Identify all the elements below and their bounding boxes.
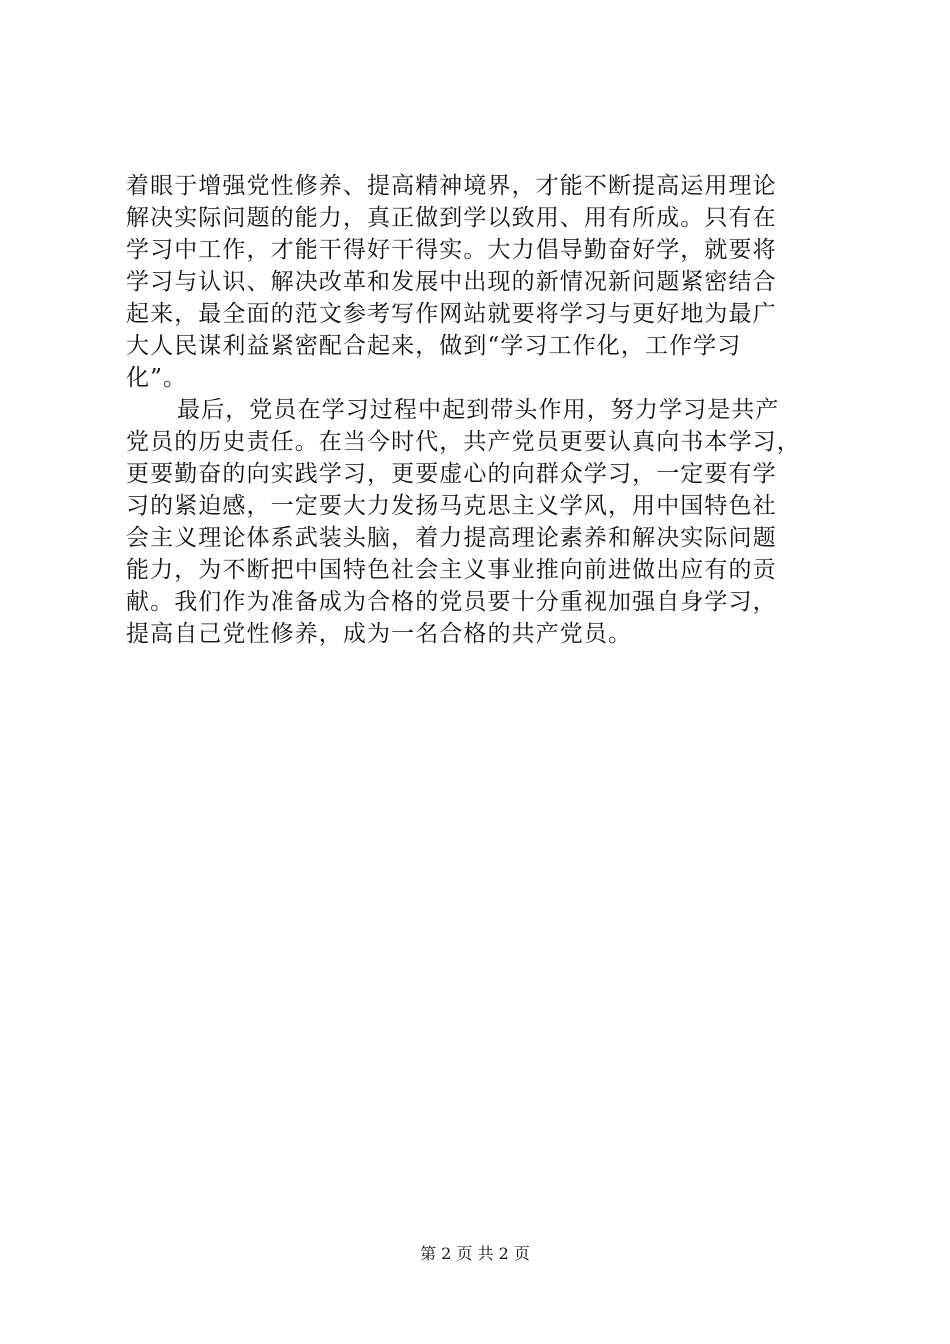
text-line: 学习中工作，才能干得好干得实。大力倡导勤奋好学，就要将 — [126, 237, 777, 263]
text-line: 最后，党员在学习过程中起到带头作用，努力学习是共产 — [177, 397, 780, 423]
text-line: 着眼于增强党性修养、提高精神境界，才能不断提高运用理论 — [126, 173, 777, 199]
text-line: 献。我们作为准备成为合格的党员要十分重视加强自身学习， — [126, 589, 777, 615]
page-footer — [0, 1244, 950, 1264]
text-line: 能力，为不断把中国特色社会主义事业推向前进做出应有的贡 — [126, 557, 777, 583]
text-line: 党员的历史责任。在当今时代，共产党员更要认真向书本学习， — [126, 429, 801, 455]
paragraph-1 — [126, 170, 842, 394]
text-line: 提高自己党性修养，成为一名合格的共产党员。 — [126, 621, 633, 647]
paragraph-2 — [126, 394, 842, 650]
text-line: 习的紧迫感，一定要大力发扬马克思主义学风，用中国特色社 — [126, 493, 777, 519]
text-line: 解决实际问题的能力，真正做到学以致用、用有所成。只有在 — [126, 205, 777, 231]
text-line: 更要勤奋的向实践学习，更要虚心的向群众学习，一定要有学 — [126, 461, 777, 487]
text-line: 会主义理论体系武装头脑，着力提高理论素养和解决实际问题 — [126, 525, 777, 551]
text-line: 化”。 — [126, 365, 188, 391]
document-body — [126, 170, 842, 650]
text-line: 起来，最全面的范文参考写作网站就要将学习与更好地为最广 — [126, 301, 777, 327]
text-line: 学习与认识、解决改革和发展中出现的新情况新问题紧密结合 — [126, 269, 777, 295]
page-number-label: 第 2 页 共 2 页 — [420, 1244, 530, 1263]
text-line: 大人民谋利益紧密配合起来，做到“学习工作化，工作学习 — [126, 333, 742, 359]
